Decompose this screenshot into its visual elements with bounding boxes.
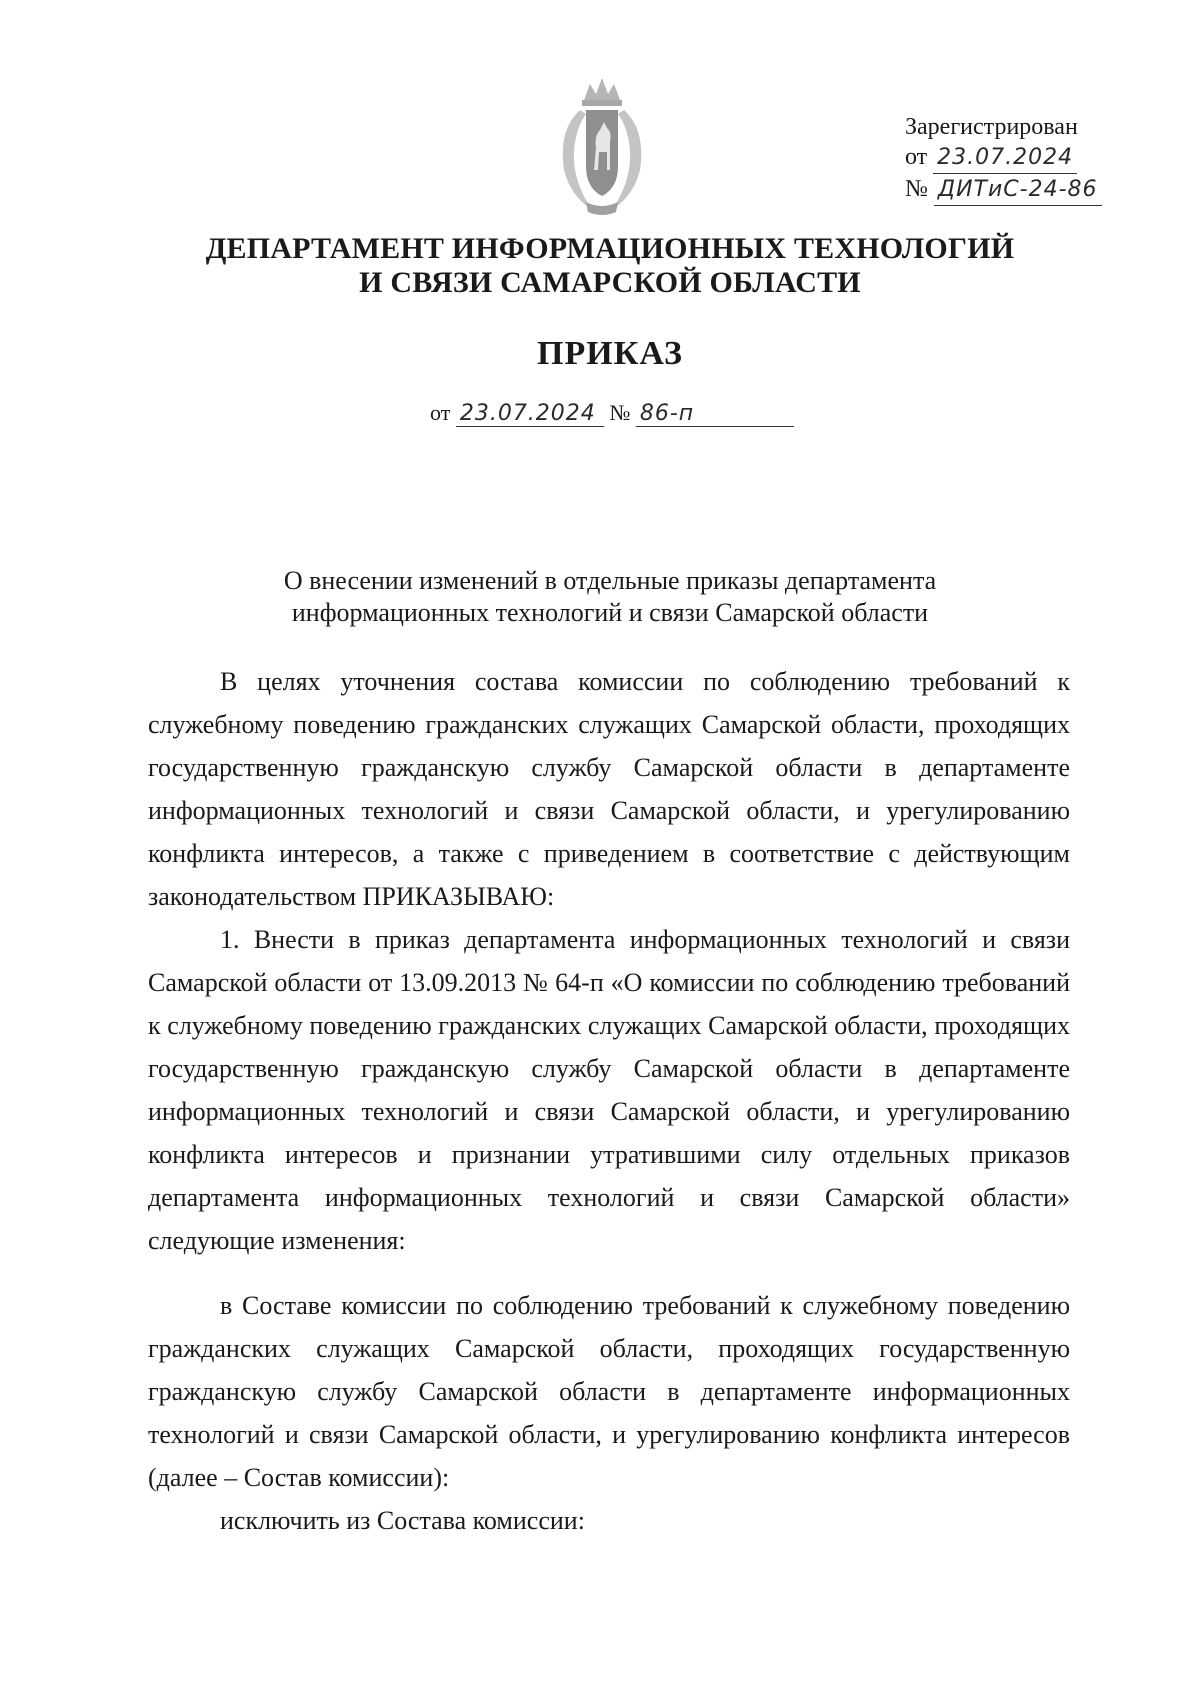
order-date-prefix: от	[430, 400, 451, 425]
paragraph-item-1: 1. Внести в приказ департамента информационных технологий и связи Самарской области от 13.09.2013 № 64-п «О комиссии по соблюдению требований к служебному поведению гражданских служащих Самарской области, проходящих государственную гражданскую службу Самарской области в департаменте информационных технологий и связи Самарской области, и урегулированию конфликта интересов и признании утратившими силу отдельных приказов департамента информационных технологий и связи Самарской области» следующие изменения:	[148, 925, 1070, 1255]
registration-date-row	[905, 142, 1175, 174]
order-date: 23.07.2024	[456, 401, 604, 427]
registration-date-prefix: от	[905, 144, 928, 170]
department-line-2: И СВЯЗИ САМАРСКОЙ ОБЛАСТИ	[359, 266, 861, 299]
samara-coat-of-arms-icon	[552, 70, 652, 220]
paragraph-exclude: исключить из Состава комиссии:	[220, 1506, 585, 1535]
paragraph-preamble: В целях уточнения состава комиссии по соблюдению требований к служебному поведению гражданских служащих Самарской области, проходящих государственную гражданскую службу Самарской области в департаменте информационных технологий и связи Самарской области, и урегулированию конфликта интересов, а также с приведением в соответствие с действующим законодательством ПРИКАЗЫВАЮ:	[148, 667, 1070, 911]
registration-number: ДИТиС-24-86	[934, 175, 1102, 206]
registration-label: Зарегистрирован	[905, 114, 1078, 140]
registration-number-prefix: №	[905, 176, 928, 202]
order-date-number	[430, 400, 830, 427]
department-line-1: ДЕПАРТАМЕНТ ИНФОРМАЦИОННЫХ ТЕХНОЛОГИЙ	[205, 232, 1015, 265]
document-title: ПРИКАЗ	[537, 335, 683, 372]
order-number: 86-п	[636, 401, 794, 427]
subject-line-1: О внесении изменений в отдельные приказы департамента	[283, 566, 937, 595]
registration-number-row	[905, 174, 1175, 206]
registration-stamp	[905, 112, 1175, 206]
document-subject	[200, 565, 1020, 629]
order-number-prefix: №	[609, 400, 631, 425]
paragraph-composition: в Составе комиссии по соблюдению требований к служебному поведению гражданских служащих Самарской области, проходящих государственную гражданскую службу Самарской области в департаменте информационных технологий и связи Самарской области, и урегулированию конфликта интересов (далее – Состав комиссии):	[148, 1291, 1070, 1492]
department-name	[200, 232, 1020, 300]
registration-date: 23.07.2024	[933, 143, 1077, 174]
subject-line-2: информационных технологий и связи Самарской области	[291, 598, 929, 627]
document-body	[148, 660, 1070, 1542]
